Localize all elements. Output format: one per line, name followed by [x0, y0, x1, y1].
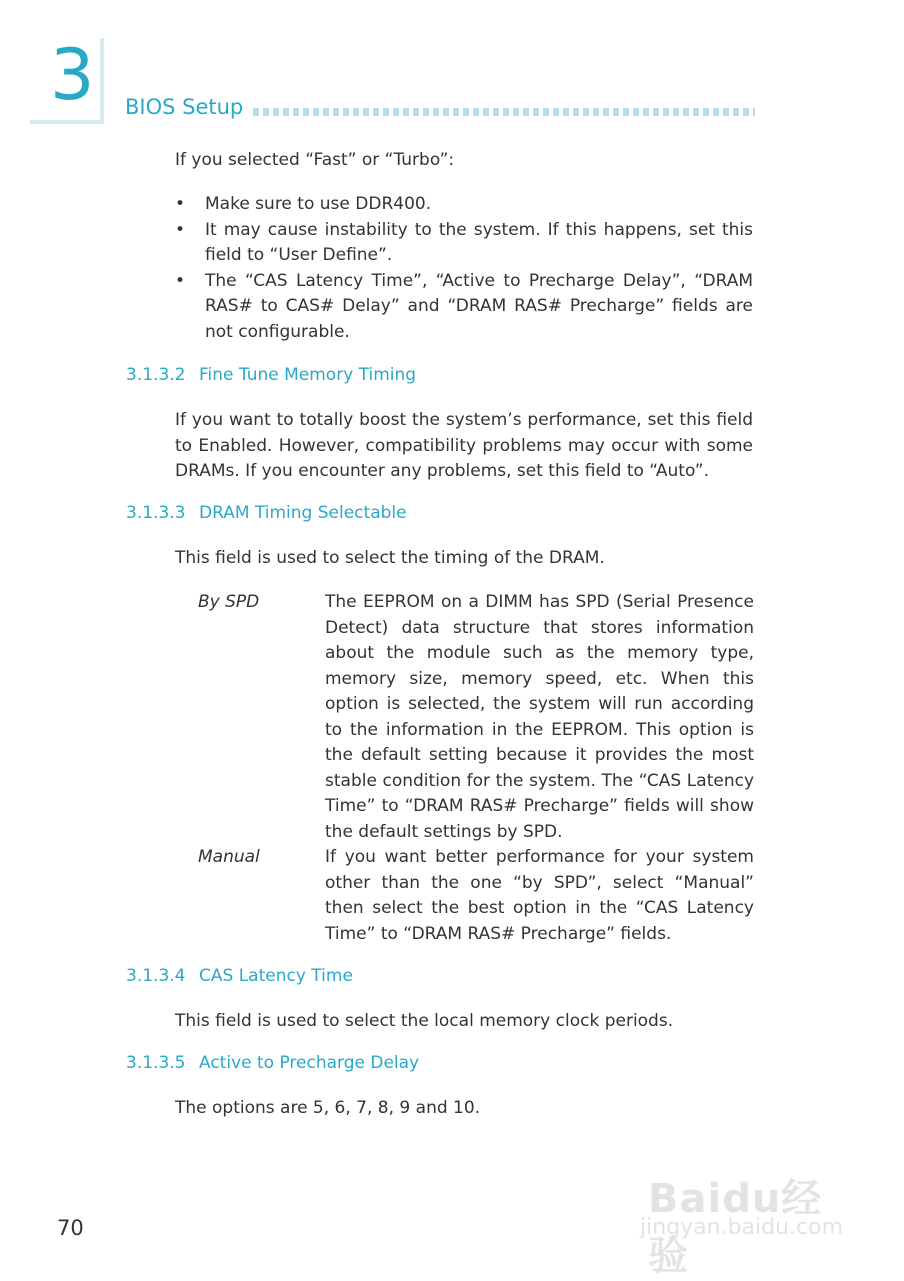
list-item: • It may cause instability to the system. If this happens, set this field to “User Define”. [175, 219, 753, 265]
section-heading-active-precharge [126, 1053, 419, 1073]
section-heading-fine-tune [126, 365, 416, 385]
baidu-watermark [640, 1145, 860, 1279]
chapter-marker-vertical-bar [100, 38, 104, 124]
section-number: 3.1.3.2 [126, 365, 186, 385]
intro-lead: If you selected “Fast” or “Turbo”: [175, 150, 455, 170]
section-number: 3.1.3.4 [126, 966, 186, 986]
page-number: 70 [57, 1216, 84, 1240]
chapter-marker-horizontal-bar [30, 120, 104, 124]
section-title: CAS Latency Time [199, 966, 353, 986]
watermark-logo: Baidu经验 [648, 1176, 823, 1279]
section-number: 3.1.3.3 [126, 503, 186, 523]
option-row-by-spd [198, 590, 754, 845]
option-description: The EEPROM on a DIMM has SPD (Serial Presence Detect) data structure that stores information about the module such as the memory type, memory size, memory speed, etc. When this option is selected, the system will run according to the information in the EEPROM. This option is the default setting because it provides the most stable condition for the system. The “CAS Latency Time” to “DRAM RAS# Precharge” fields will show the default settings by SPD. [325, 592, 754, 842]
watermark-url: jingyan.baidu.com [640, 1215, 844, 1240]
header-dotted-rule [253, 108, 755, 116]
intro-bullet-list [175, 192, 753, 345]
section-heading-cas-latency [126, 966, 353, 986]
chapter-number: 3 [50, 34, 95, 116]
option-description: If you want better performance for your system other than the one “by SPD”, select “Manual” then select the best option in the “CAS Latency Time” to “DRAM RAS# Precharge” fields. [325, 847, 754, 944]
section-heading-dram-timing [126, 503, 407, 523]
section-title: Active to Precharge Delay [199, 1053, 420, 1073]
section-title: Fine Tune Memory Timing [199, 365, 417, 385]
bullet-icon: • [175, 219, 186, 240]
bullet-icon: • [175, 194, 186, 214]
section-number: 3.1.3.5 [126, 1053, 186, 1073]
section-text-active-precharge: The options are 5, 6, 7, 8, 9 and 10. [175, 1098, 481, 1118]
section-text-cas-latency: This field is used to select the local memory clock periods. [175, 1011, 674, 1031]
bullet-icon: • [175, 270, 186, 291]
option-row-manual [198, 845, 754, 947]
list-item: • Make sure to use DDR400. [175, 192, 753, 218]
section-text-fine-tune: If you want to totally boost the system’s performance, set this field to Enabled. However, compatibility problems may occur with some DRAMs. If you encounter any problems, set this field to “Auto”. [175, 410, 753, 481]
option-term: By SPD [198, 592, 260, 612]
option-definition-list [198, 590, 754, 947]
section-text-dram-timing: This field is used to select the timing of the DRAM. [175, 548, 605, 568]
option-term: Manual [198, 847, 260, 867]
section-title: DRAM Timing Selectable [199, 503, 407, 523]
page-header-title: BIOS Setup [125, 95, 244, 119]
list-item: • The “CAS Latency Time”, “Active to Precharge Delay”, “DRAM RAS# to CAS# Delay” and “DRAM RAS# Precharge” fields are not configurable. [175, 270, 753, 342]
